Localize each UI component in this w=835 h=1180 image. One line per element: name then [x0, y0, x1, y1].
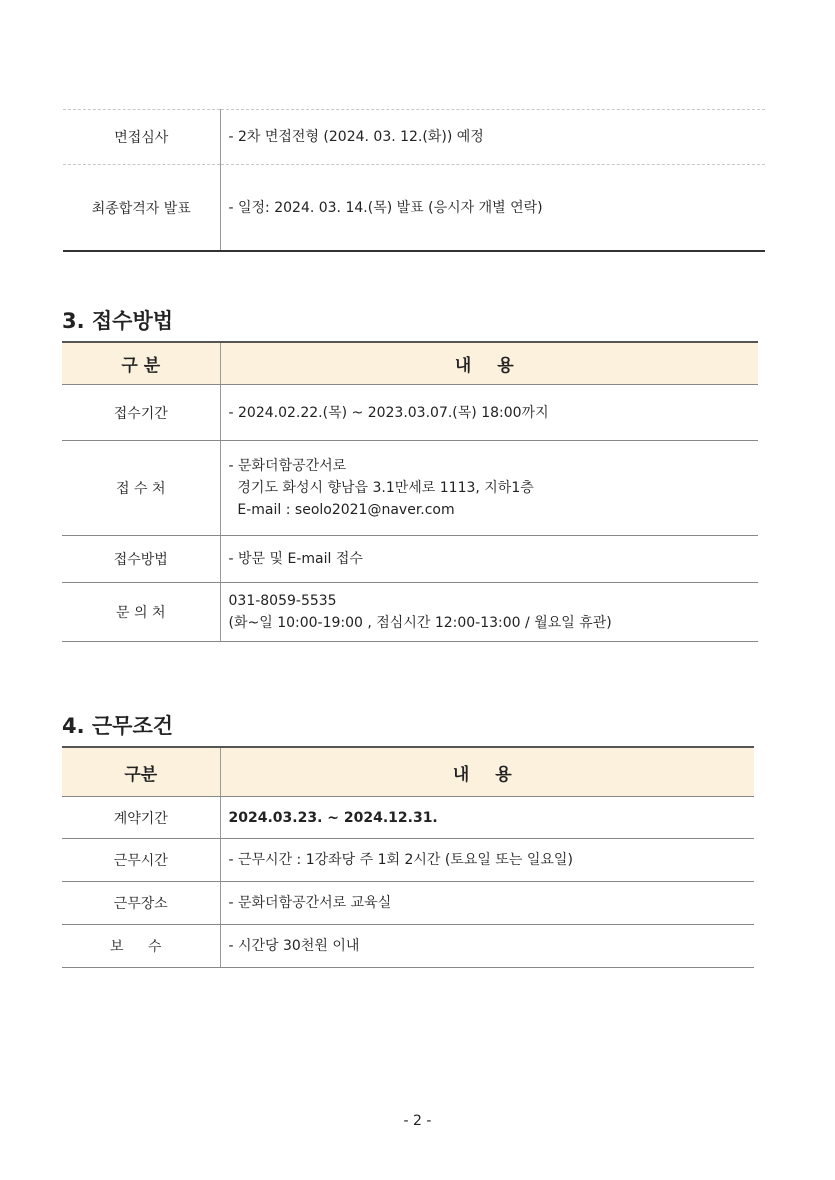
header-content	[220, 342, 758, 385]
header-content-text: 내 용	[452, 764, 522, 785]
section-title: 4. 근무조건	[62, 714, 174, 738]
table-header-row	[62, 342, 758, 385]
row-line: - 문화더함공간서로	[228, 458, 347, 474]
row-content	[220, 583, 758, 642]
section-title: 3. 접수방법	[62, 309, 174, 333]
table-row	[63, 110, 765, 165]
table-row	[62, 925, 754, 968]
table-row	[62, 882, 754, 925]
row-content: - 2차 면접전형 (2024. 03. 12.(화)) 예정	[220, 110, 765, 165]
row-label: 최종합격자 발표	[63, 165, 220, 252]
row-label	[62, 925, 220, 968]
row-line: 031-8059-5535	[228, 593, 337, 609]
table-row	[62, 583, 758, 642]
table-row	[62, 797, 754, 839]
row-content: - 시간당 30천원 이내	[220, 925, 754, 968]
row-label: 문 의 처	[62, 583, 220, 642]
row-label: 계약기간	[62, 797, 220, 839]
table-row	[62, 839, 754, 882]
screening-table	[63, 109, 765, 252]
row-label: 근무장소	[62, 882, 220, 925]
row-content: - 문화더함공간서로 교육실	[220, 882, 754, 925]
row-label: 접 수 처	[62, 441, 220, 536]
table-row	[62, 536, 758, 583]
header-content	[220, 747, 754, 797]
row-label: 접수기간	[62, 385, 220, 441]
page-number: - 2 -	[403, 1113, 432, 1129]
row-content	[220, 536, 758, 583]
header-category: 구 분	[62, 342, 220, 385]
row-label: 접수방법	[62, 536, 220, 583]
row-label: 면접심사	[63, 110, 220, 165]
row-content: 2024.03.23. ~ 2024.12.31.	[220, 797, 754, 839]
table-header-row	[62, 747, 754, 797]
row-content: - 일정: 2024. 03. 14.(목) 발표 (응시자 개별 연락)	[220, 165, 765, 252]
application-method-table	[62, 341, 758, 642]
working-conditions-table	[62, 746, 754, 968]
header-category: 구분	[62, 747, 220, 797]
row-label-text: 보 수	[110, 939, 172, 955]
row-content	[220, 441, 758, 536]
row-line: - 방문 및 E-mail 접수	[228, 551, 363, 567]
table-row	[62, 385, 758, 441]
row-label: 근무시간	[62, 839, 220, 882]
row-content	[220, 385, 758, 441]
row-content: - 근무시간 : 1강좌당 주 1회 2시간 (토요일 또는 일요일)	[220, 839, 754, 882]
row-line: E-mail : seolo2021@naver.com	[228, 502, 455, 518]
row-line: (화~일 10:00-19:00 , 점심시간 12:00-13:00 / 월요일 휴관)	[228, 615, 612, 631]
table-row	[63, 165, 765, 252]
row-line: - 2024.02.22.(목) ~ 2023.03.07.(목) 18:00까지	[228, 404, 549, 421]
header-content-text: 내 용	[454, 356, 524, 376]
row-line: 경기도 화성시 향남읍 3.1만세로 1113, 지하1층	[228, 480, 534, 496]
table-row	[62, 441, 758, 536]
